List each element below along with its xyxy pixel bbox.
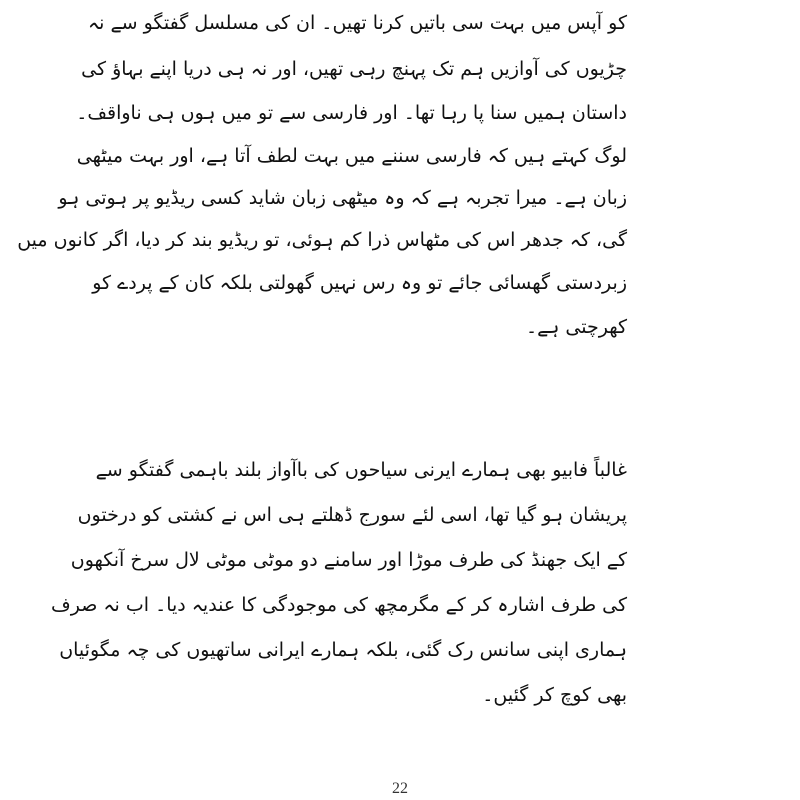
text-line: پریشان ہو گیا تھا، اسی لئے سورج ڈھلتے ہی اس نے کشتی کو درختوں xyxy=(77,504,627,526)
text-line: بھی کوچ کر گئیں۔ xyxy=(482,684,627,706)
text-line: لوگ کہتے ہیں کہ فارسی سننے میں بہت لطف آتا ہے، اور بہت میٹھی xyxy=(76,145,627,167)
text-line: کھرچتی ہے۔ xyxy=(525,316,627,338)
text-line: کی طرف اشارہ کر کے مگرمچھ کی موجودگی کا عندیہ دیا۔ اب نہ صرف xyxy=(51,594,627,616)
text-line: غالباً فابیو بھی ہمارے ایرنی سیاحوں کی باآواز بلند باہمی گفتگو سے xyxy=(95,459,627,481)
text-line: زبان ہے۔ میرا تجربہ ہے کہ وہ میٹھی زبان شاید کسی ریڈیو پر ہوتی ہو xyxy=(58,187,627,209)
text-line: کو آپس میں بہت سی باتیں کرنا تھیں۔ ان کی مسلسل گفتگو سے نہ xyxy=(88,12,627,34)
page-number: 22 xyxy=(392,780,408,797)
text-line: ہماری اپنی سانس رک گئی، بلکہ ہمارے ایرانی ساتھیوں کی چہ مگوئیاں xyxy=(59,639,627,661)
text-line: چڑیوں کی آوازیں ہم تک پہنچ رہی تھیں، اور نہ ہی دریا اپنے بہاؤ کی xyxy=(81,58,627,80)
text-line: گی، کہ جدھر اس کی مٹھاس ذرا کم ہوئی، تو ریڈیو بند کر دیا، اگر کانوں میں xyxy=(17,229,627,251)
text-line: کے ایک جھنڈ کی طرف موڑا اور سامنے دو موٹی موٹی لال سرخ آنکھوں xyxy=(70,549,627,571)
text-line: زبردستی گھسائی جائے تو وہ رس نہیں گھولتی بلکہ کان کے پردے کو xyxy=(92,272,627,294)
text-line: داستان ہمیں سنا پا رہا تھا۔ اور فارسی سے تو میں ہوں ہی ناواقف۔ xyxy=(76,102,627,124)
